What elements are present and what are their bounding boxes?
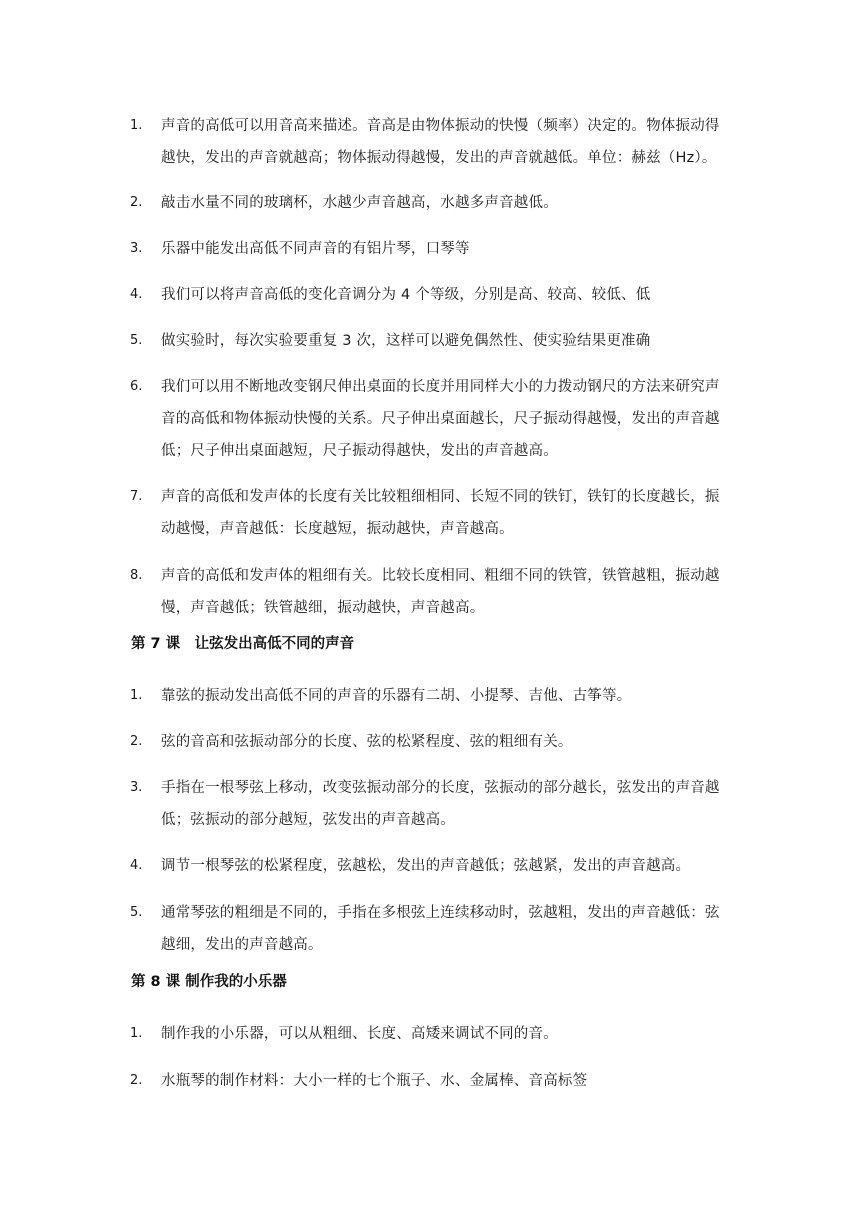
item-number: 1. [130,688,143,703]
item-number: 1. [130,118,143,133]
item-number: 3. [130,241,143,256]
item-number: 2. [130,195,143,210]
item-number: 2. [130,1073,143,1088]
item-text: 我们可以用不断地改变钢尺伸出桌面的长度并用同样大小的力拨动钢尺的方法来研究声音的高低和物体振动快慢的关系。尺子伸出桌面越长，尺子振动得越慢，发出的声音越低；尺子伸出桌面越短，尺子振动得越快，发出的声音越高。 [161,379,720,459]
item-number: 1. [130,1026,143,1041]
lesson-8-heading: 第 8 课 制作我的小乐器 [131,974,287,990]
item-number: 7. [130,489,143,504]
item-text: 弦的音高和弦振动部分的长度、弦的松紧程度、弦的粗细有关。 [161,734,573,750]
item-number: 5. [130,333,143,348]
item-number: 5. [130,905,143,920]
item-text: 做实验时，每次实验要重复 3 次，这样可以避免偶然性、使实验结果更准确 [161,333,651,349]
item-number: 3. [130,780,143,795]
item-number: 4. [130,287,143,302]
item-number: 6. [130,379,143,394]
item-text: 通常琴弦的粗细是不同的，手指在多根弦上连续移动时，弦越粗，发出的声音越低：弦越细，发出的声音越高。 [161,905,720,953]
item-text: 声音的高低可以用音高来描述。音高是由物体振动的快慢（频率）决定的。物体振动得越快，发出的声音就越高；物体振动得越慢，发出的声音就越低。单位：赫兹（Hz）。 [161,118,720,166]
item-text: 声音的高低和发声体的长度有关比较粗细相同、长短不同的铁钉，铁钉的长度越长，振动越慢，声音越低：长度越短，振动越快，声音越高。 [161,489,720,537]
item-number: 2. [130,734,143,749]
item-text: 水瓶琴的制作材料：大小一样的七个瓶子、水、金属棒、音高标签 [161,1073,588,1089]
item-text: 制作我的小乐器，可以从粗细、长度、高矮来调试不同的音。 [161,1026,558,1042]
lesson-7-heading: 第 7 课 让弦发出高低不同的声音 [131,636,355,652]
item-text: 乐器中能发出高低不同声音的有铝片琴，口琴等 [161,241,470,257]
item-text: 靠弦的振动发出高低不同的声音的乐器有二胡、小提琴、吉他、古筝等。 [161,688,632,704]
item-number: 8. [130,568,143,583]
item-text: 声音的高低和发声体的粗细有关。比较长度相同、粗细不同的铁管，铁管越粗，振动越慢，声音越低；铁管越细，振动越快，声音越高。 [161,568,720,616]
item-text: 手指在一根琴弦上移动，改变弦振动部分的长度，弦振动的部分越长，弦发出的声音越低；弦振动的部分越短，弦发出的声音越高。 [161,780,720,828]
item-number: 4. [130,858,143,873]
item-text: 调节一根琴弦的松紧程度，弦越松，发出的声音越低；弦越紧，发出的声音越高。 [161,858,691,874]
item-text: 敲击水量不同的玻璃杯，水越少声音越高，水越多声音越低。 [161,195,558,211]
item-text: 我们可以将声音高低的变化音调分为 4 个等级，分别是高、较高、较低、低 [161,287,651,303]
